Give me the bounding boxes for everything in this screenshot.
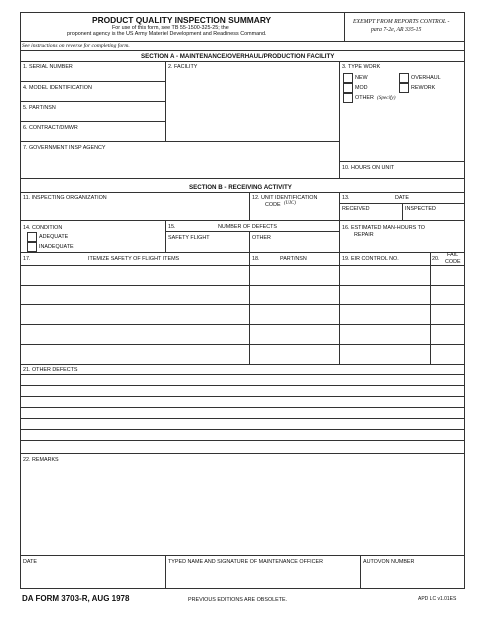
other-checkbox[interactable] xyxy=(343,93,353,103)
overhaul-label: OVERHAUL xyxy=(411,75,441,81)
table-row xyxy=(20,304,465,305)
remarks-field[interactable] xyxy=(21,464,464,554)
rule xyxy=(20,61,465,62)
rule xyxy=(20,220,465,221)
fail-code-label-2: CODE xyxy=(445,259,461,265)
rule xyxy=(339,252,340,364)
type-work-label: 3. TYPE WORK xyxy=(342,64,381,70)
rule xyxy=(339,203,465,204)
uic-label-3: (UIC) xyxy=(284,201,296,206)
inspecting-organization-label: 11. INSPECTING ORGANIZATION xyxy=(23,195,107,201)
hours-on-unit-label: 10. HOURS ON UNIT xyxy=(342,165,395,171)
fail-code-label-1: FAIL xyxy=(447,252,459,258)
form-number: DA FORM 3703-R, AUG 1978 xyxy=(22,594,130,603)
government-insp-agency-field[interactable] xyxy=(21,152,338,177)
form-title: PRODUCT QUALITY INSPECTION SUMMARY xyxy=(92,15,272,25)
rule xyxy=(20,41,465,42)
instructions-note: See instructions on reverse for completing form. xyxy=(22,43,130,49)
facility-field[interactable] xyxy=(166,71,338,140)
rule xyxy=(165,220,166,252)
estimated-man-hours-label-2: REPAIR xyxy=(354,232,374,238)
defect-line xyxy=(20,440,465,441)
rule xyxy=(20,453,465,454)
typed-name-signature-label: TYPED NAME AND SIGNATURE OF MAINTENANCE OFFICER xyxy=(168,559,324,565)
autovon-number-label: AUTOVON NUMBER xyxy=(363,559,415,565)
facility-label: 2. FACILITY xyxy=(168,64,198,70)
rule xyxy=(249,252,250,364)
signature-date-label: DATE xyxy=(23,559,37,565)
rule xyxy=(339,161,465,162)
table-row xyxy=(20,285,465,286)
previous-editions-note: PREVIOUS EDITIONS ARE OBSOLETE. xyxy=(188,597,288,603)
part-nsn-column-label: PART/NSN xyxy=(280,256,307,262)
exempt-note-1: EXEMPT FROM REPORTS CONTROL - xyxy=(353,19,450,25)
rule xyxy=(20,121,166,122)
defect-line xyxy=(20,407,465,408)
fail-code-number: 20. xyxy=(432,256,440,262)
adequate-checkbox[interactable] xyxy=(27,232,37,242)
eir-control-label: 19. EIR CONTROL NO. xyxy=(342,256,399,262)
exempt-note-2: para 7-2e, AR 335-15 xyxy=(371,27,422,33)
overhaul-checkbox[interactable] xyxy=(399,73,409,83)
rule xyxy=(20,178,465,179)
government-insp-agency-label: 7. GOVERNMENT INSP AGENCY xyxy=(23,145,106,151)
rule xyxy=(20,50,465,51)
condition-label: 14. CONDITION xyxy=(23,225,63,231)
form-subtitle-2: proponent agency is the US Army Materiel Development and Readiness Command. xyxy=(67,31,267,37)
date-number: 13. xyxy=(342,195,350,201)
specify-label: (Specify) xyxy=(377,95,396,101)
model-identification-label: 4. MODEL IDENTIFICATION xyxy=(23,85,92,91)
defect-line xyxy=(20,418,465,419)
rule xyxy=(20,252,465,253)
rule xyxy=(20,374,465,375)
defects-other-label: OTHER xyxy=(252,235,271,241)
rule xyxy=(20,81,166,82)
itemize-number: 17. xyxy=(23,256,31,262)
part-nsn-number: 18. xyxy=(252,256,260,262)
remarks-label: 22. REMARKS xyxy=(23,457,59,463)
defect-line xyxy=(20,385,465,386)
section-b-title: SECTION B - RECEIVING ACTIVITY xyxy=(189,184,292,191)
mod-label: MOD xyxy=(355,85,368,91)
rule xyxy=(20,265,465,266)
mod-checkbox[interactable] xyxy=(343,83,353,93)
contract-dmwr-label: 6. CONTRACT/DMWR xyxy=(23,125,78,131)
new-label: NEW xyxy=(355,75,368,81)
defects-number: 15. xyxy=(168,224,176,230)
table-row xyxy=(20,344,465,345)
defect-line xyxy=(20,429,465,430)
inadequate-checkbox[interactable] xyxy=(27,242,37,252)
number-of-defects-label: NUMBER OF DEFECTS xyxy=(218,224,277,230)
new-checkbox[interactable] xyxy=(343,73,353,83)
rule xyxy=(249,231,250,252)
section-a-title: SECTION A - MAINTENANCE/OVERHAUL/PRODUCTION FACILITY xyxy=(141,53,335,60)
uic-label-1: 12. UNIT IDENTIFICATION xyxy=(252,195,318,201)
rework-checkbox[interactable] xyxy=(399,83,409,93)
signature-field[interactable] xyxy=(166,566,359,588)
version-label: APD LC v1.01ES xyxy=(418,596,457,602)
rule xyxy=(430,252,431,364)
rule xyxy=(360,555,361,589)
form-subtitle-1: For use of this form, see TB 55-1500-325-25; the xyxy=(112,25,229,31)
rule xyxy=(402,203,403,220)
estimated-man-hours-label-1: 16. ESTIMATED MAN-HOURS TO xyxy=(342,225,425,231)
date-label: DATE xyxy=(395,195,409,201)
rule xyxy=(20,101,166,102)
rework-label: REWORK xyxy=(411,85,436,91)
inspected-label: INSPECTED xyxy=(405,206,436,212)
rule xyxy=(165,231,340,232)
inadequate-label: INADEQUATE xyxy=(39,244,74,250)
other-defects-label: 21. OTHER DEFECTS xyxy=(23,367,78,373)
rule xyxy=(20,364,465,365)
part-nsn-label: 5. PART/NSN xyxy=(23,105,56,111)
rule xyxy=(20,192,465,193)
defect-line xyxy=(20,396,465,397)
itemize-safety-flight-label: ITEMIZE SAFETY OF FLIGHT ITEMS xyxy=(88,256,180,262)
serial-number-field[interactable] xyxy=(21,71,164,80)
table-row xyxy=(20,324,465,325)
rule xyxy=(20,141,340,142)
rule xyxy=(20,555,465,556)
rule xyxy=(249,192,250,220)
serial-number-label: 1. SERIAL NUMBER xyxy=(23,64,73,70)
uic-label-2: CODE xyxy=(265,202,281,208)
rule xyxy=(339,192,340,252)
other-label: OTHER xyxy=(355,95,374,101)
safety-flight-label: SAFETY FLIGHT xyxy=(168,235,210,241)
adequate-label: ADEQUATE xyxy=(39,234,69,240)
received-label: RECEIVED xyxy=(342,206,370,212)
